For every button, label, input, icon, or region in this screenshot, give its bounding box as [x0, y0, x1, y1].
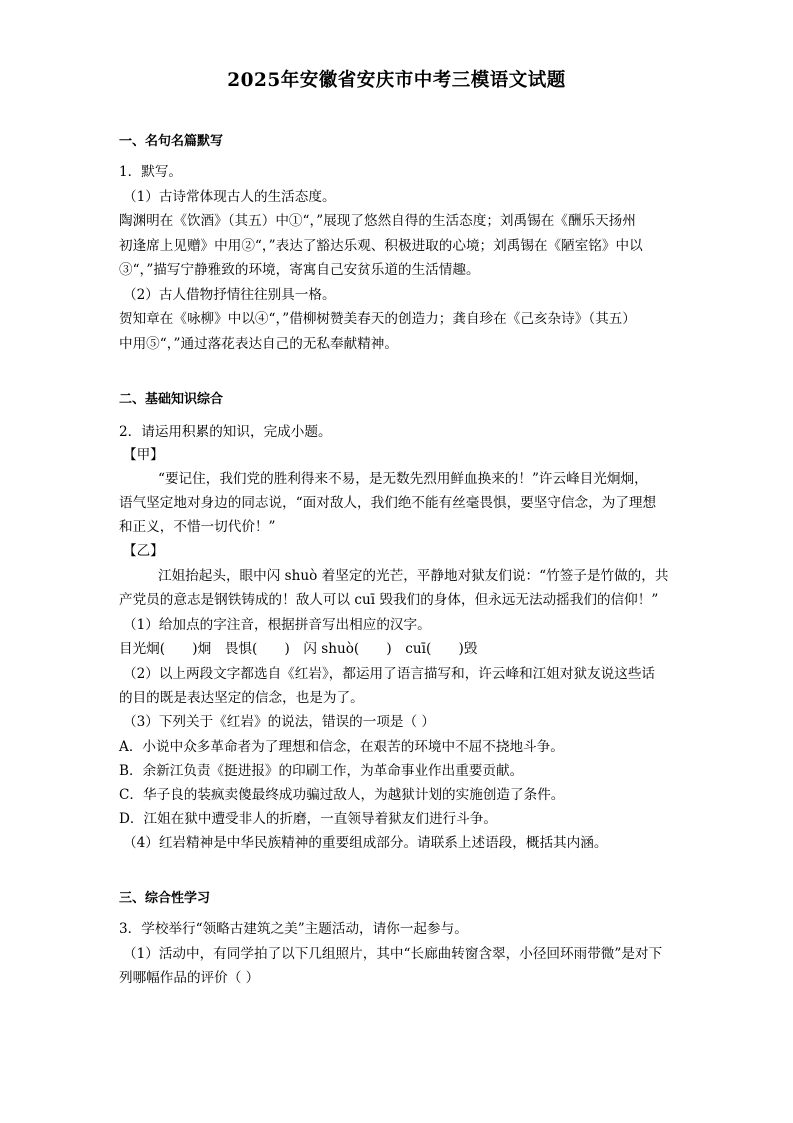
passage-yi-line: 江姐抬起头，眼中闪 shuò 着坚定的光芒，平静地对狱友们说：“竹签子是竹做的，共 — [158, 568, 669, 584]
section-heading-2: 二、基础知识综合 — [119, 392, 224, 407]
question-3-line: 列哪幅作品的评价（ ） — [119, 970, 260, 986]
question-1-line: ③“，”描写宁静雅致的环境，寄寓自己安贫乐道的生活情趣。 — [119, 262, 480, 278]
passage-jia-line: 和正义，不惜一切代价！” — [119, 519, 276, 535]
passage-jia-line: 语气坚定地对身边的同志说，“面对敌人，我们绝不能有丝毫畏惧，要坚守信念，为了理想 — [119, 495, 657, 511]
question-1-line: 初逢席上见赠》中用②“，”表达了豁达乐观、积极进取的心境；刘禹锡在《陋室铭》中以 — [119, 238, 643, 254]
passage-label-yi: 【乙】 — [123, 543, 164, 559]
question-2-sub-1: （1）给加点的字注音，根据拼音写出相应的汉字。 — [123, 617, 431, 633]
option-b: B．余新江负责《挺进报》的印刷工作，为革命事业作出重要贡献。 — [119, 763, 524, 779]
question-2-stem: 2．请运用积累的知识，完成小题。 — [119, 424, 332, 440]
page-title: 2025年安徽省安庆市中考三模语文试题 — [227, 70, 566, 91]
passage-jia-line: “要记住，我们党的胜利得来不易，是无数先烈用鲜血换来的！”许云峰目光炯炯， — [158, 471, 648, 487]
question-2-sub-2: （2）以上两段文字都选自《红岩》，都运用了语言描写和，许云峰和江姐对狱友说这些话 — [123, 666, 656, 682]
pinyin-fill-line: 目光炯( )炯 畏惧( ) 闪 shuò( ) cuī( )毁 — [119, 641, 478, 657]
question-2-sub-3: （3）下列关于《红岩》的说法，错误的一项是（ ） — [123, 714, 436, 730]
question-1-line: 贺知章在《咏柳》中以④“，”借柳树赞美春天的创造力；龚自珍在《己亥杂诗》（其五） — [119, 311, 636, 327]
section-heading-3: 三、综合性学习 — [119, 891, 211, 906]
option-a: A．小说中众多革命者为了理想和信念，在艰苦的环境中不屈不挠地斗争。 — [119, 739, 564, 755]
passage-yi-line: 产党员的意志是钢铁铸成的！敌人可以 cuī 毁我们的身体，但永远无法动摇我们的信仰！” — [119, 592, 659, 608]
question-2-sub-4: （4）红岩精神是中华民族精神的重要组成部分。请联系上述语段，概括其内涵。 — [123, 835, 608, 851]
option-c: C．华子良的装疯卖傻最终成功骗过敌人，为越狱计划的实施创造了条件。 — [119, 787, 565, 803]
question-1-sub-2: （2）古人借物抒情往往别具一格。 — [123, 287, 336, 303]
section-heading-1: 一、名句名篇默写 — [119, 134, 224, 149]
option-d: D．江姐在狱中遭受非人的折磨，一直领导着狱友们进行斗争。 — [119, 811, 497, 827]
question-3-sub-1: （1）活动中，有同学拍了以下几组照片，其中“长廊曲转窗含翠，小径回环雨带微”是对下 — [123, 946, 663, 962]
question-2-line: 的目的既是表达坚定的信念，也是为了。 — [119, 690, 364, 706]
passage-label-jia: 【甲】 — [123, 447, 164, 463]
question-3-stem: 3．学校举行“领略古建筑之美”主题活动，请你一起参与。 — [119, 921, 468, 937]
question-1-line: 中用⑤“，”通过落花表达自己的无私奉献精神。 — [119, 336, 398, 352]
question-1-stem: 1．默写。 — [119, 164, 183, 180]
question-1-sub-1: （1）古诗常体现古人的生活态度。 — [123, 189, 336, 205]
question-1-line: 陶渊明在《饮酒》（其五）中①“，”展现了悠然自得的生活态度；刘禹锡在《酬乐天扬州 — [119, 213, 636, 229]
